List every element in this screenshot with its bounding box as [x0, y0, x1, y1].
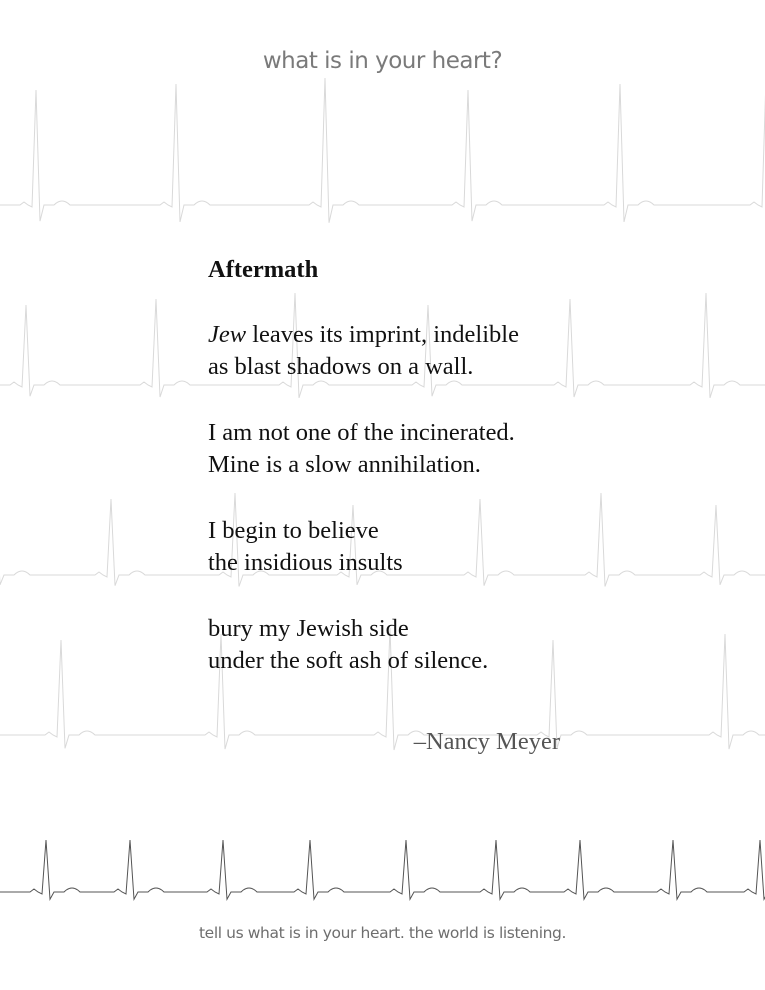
footer-tagline: tell us what is in your heart. the world is listening. [199, 924, 566, 942]
poem-line: I am not one of the incinerated. [208, 418, 515, 446]
footer-ecg-line [0, 840, 765, 899]
page-header: what is in your heart? [262, 48, 503, 74]
poem-line [208, 319, 608, 352]
stanza-2 [208, 417, 608, 482]
poem-author: –Nancy Meyer [413, 728, 560, 755]
poem-line: I begin to believe [208, 516, 379, 544]
poem-line: under the soft ash of silence. [208, 647, 489, 674]
footer-ecg-wave [0, 840, 765, 899]
poem-line: bury my Jewish side [208, 614, 409, 642]
poem-line: the insidious insults [208, 549, 403, 576]
poem-line: as blast shadows on a wall. [208, 353, 474, 380]
poem-line-rest: leaves its imprint, indelible [246, 320, 519, 348]
faint-ecg-line [0, 78, 765, 223]
stanza-3 [208, 515, 608, 580]
stanza-4 [208, 613, 608, 678]
italic-word: Jew [208, 320, 247, 348]
poem-title: Aftermath [208, 256, 319, 283]
stanza-1 [208, 319, 608, 384]
poem [208, 254, 608, 711]
poem-line: Mine is a slow annihilation. [208, 451, 481, 478]
